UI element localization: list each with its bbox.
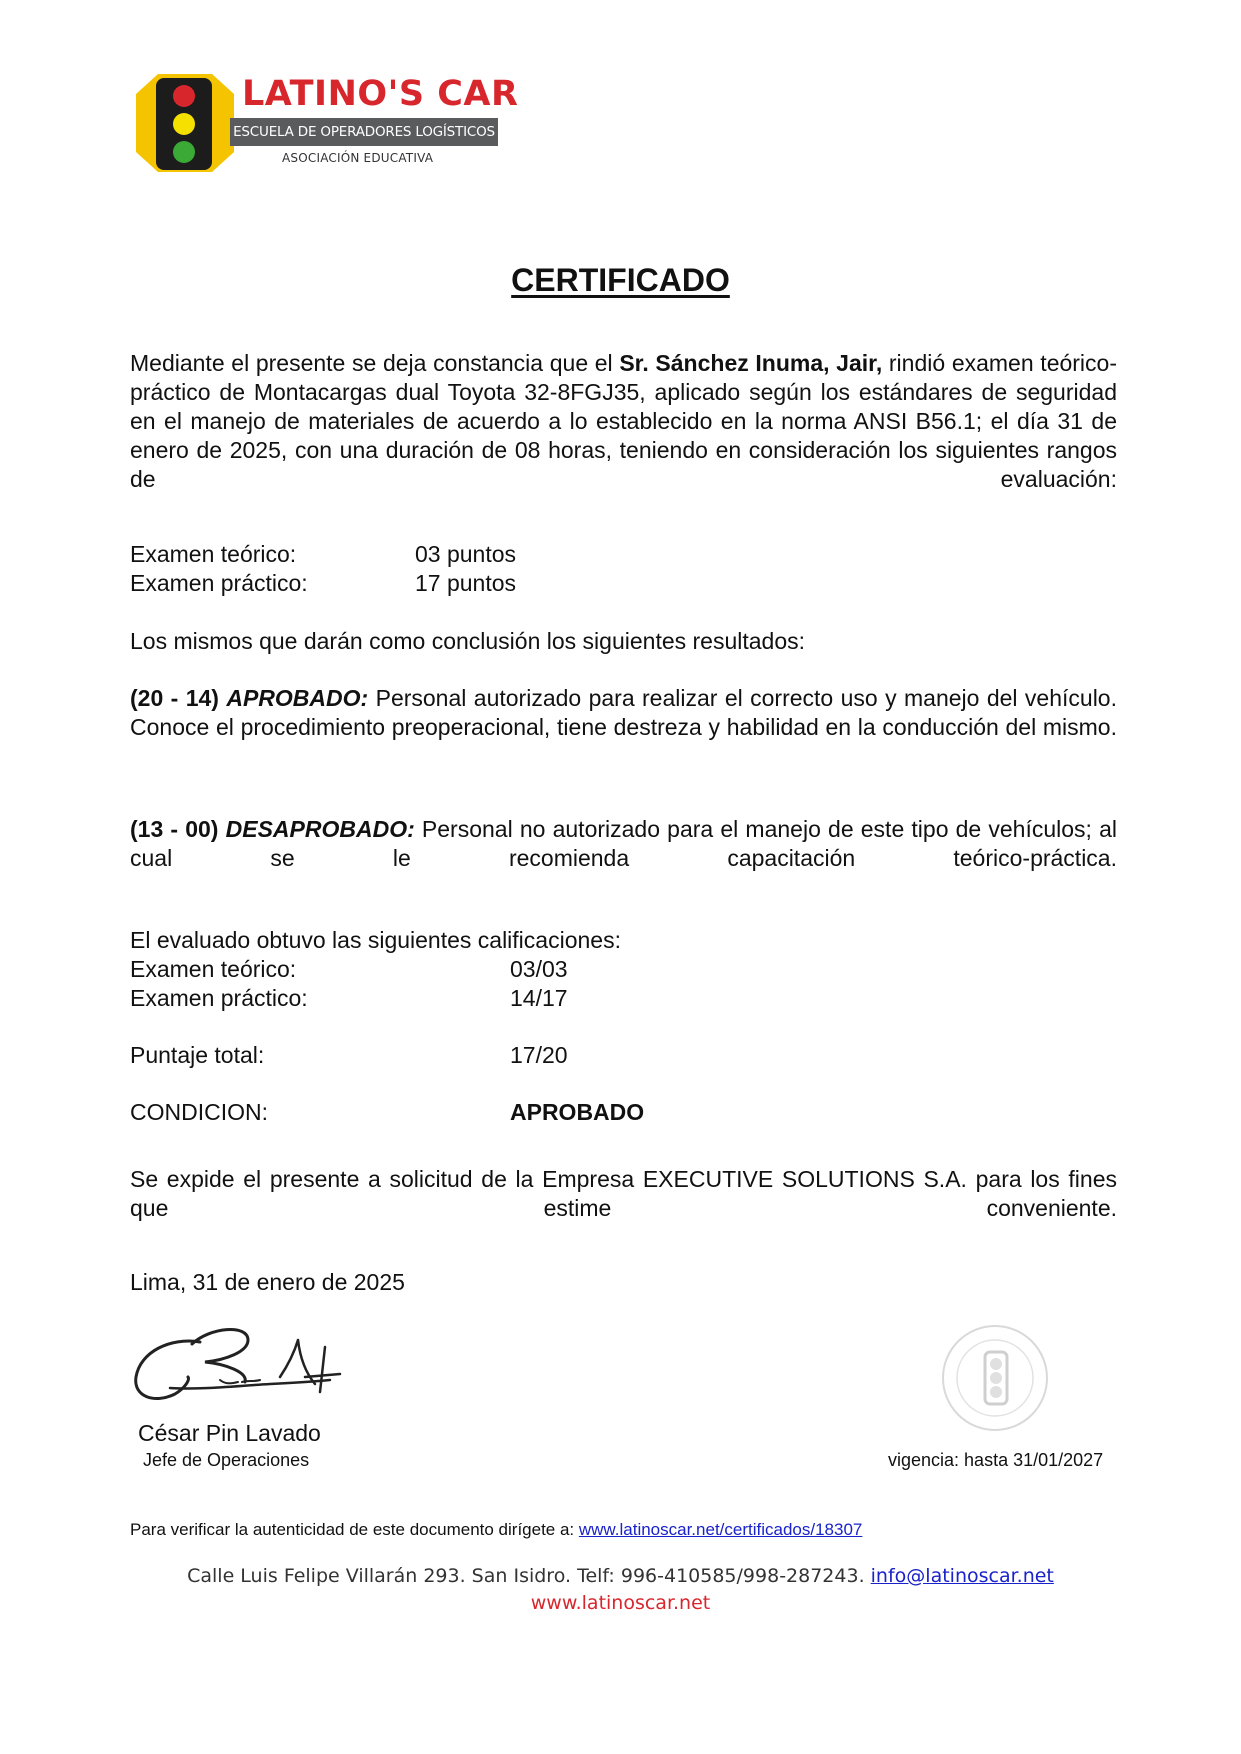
condition-label: CONDICION: — [130, 1099, 268, 1125]
verify-line: Para verificar la autenticidad de este documento dirígete a: www.latinoscar.net/certificados/18307 — [130, 1520, 863, 1539]
range-practice-label: Examen práctico: — [130, 570, 308, 596]
range-theory-label: Examen teórico: — [130, 541, 297, 567]
approved-paragraph: (20 - 14) APROBADO: Personal autorizado para realizar el correcto uso y manejo del vehículo. Conoce el procedimiento preoperacional, tiene destreza y habilidad en la conducción del mismo. — [130, 685, 1117, 740]
conclusion-intro: Los mismos que darán como conclusión los siguientes resultados: — [130, 628, 806, 654]
validity-date: vigencia: hasta 31/01/2027 — [888, 1450, 1104, 1470]
range-theory-value: 03 puntos — [415, 541, 517, 567]
approved-label: APROBADO: — [226, 685, 369, 711]
total-label: Puntaje total: — [130, 1042, 265, 1068]
signatory-name: César Pin Lavado — [138, 1420, 321, 1446]
brand-name: LATINO'S CAR — [242, 74, 519, 114]
grade-practice-value: 14/17 — [510, 985, 568, 1011]
grades-intro: El evaluado obtuvo las siguientes calificaciones: — [130, 927, 621, 953]
range-practice-value: 17 puntos — [415, 570, 517, 596]
failed-label: DESAPROBADO: — [225, 816, 415, 842]
brand-subtitle: ESCUELA DE OPERADORES LOGÍSTICOS — [230, 118, 498, 146]
place-date: Lima, 31 de enero de 2025 — [130, 1269, 405, 1295]
condition-value: APROBADO — [510, 1099, 645, 1125]
institution-seal — [935, 1318, 1055, 1438]
footer-address: Calle Luis Felipe Villarán 293. San Isidro. Telf: 996-410585/998-287243. info@latinoscar.net — [187, 1565, 1054, 1587]
issued-paragraph: Se expide el presente a solicitud de la Empresa EXECUTIVE SOLUTIONS S.A. para los fines que estime conveniente. — [130, 1166, 1117, 1221]
signatory-role: Jefe de Operaciones — [143, 1450, 310, 1470]
failed-paragraph: (13 - 00) DESAPROBADO: Personal no autorizado para el manejo de este tipo de vehículos; al cual se le recomienda capacitación teórico-práctica. — [130, 816, 1118, 871]
signature-image — [130, 1322, 345, 1417]
total-value: 17/20 — [510, 1042, 568, 1068]
student-name: Sr. Sánchez Inuma, Jair, — [619, 350, 883, 376]
grade-practice-label: Examen práctico: — [130, 985, 308, 1011]
document-title: CERTIFICADO — [511, 262, 730, 298]
verify-link[interactable]: www.latinoscar.net/certificados/18307 — [578, 1520, 863, 1539]
footer-website[interactable]: www.latinoscar.net — [530, 1592, 711, 1614]
grade-theory-value: 03/03 — [510, 956, 568, 982]
brand-tagline: ASOCIACIÓN EDUCATIVA — [282, 151, 434, 165]
grade-theory-label: Examen teórico: — [130, 956, 297, 982]
footer-email-link[interactable]: info@latinoscar.net — [870, 1565, 1054, 1587]
intro-paragraph: Mediante el presente se deja constancia que el Sr. Sánchez Inuma, Jair, rindió examen teórico-práctico de Montacargas dual Toyota 32-8FGJ35, aplicado según los estándares de seguridad en el manejo de materiales de acuerdo a lo establecido en la norma ANSI B56.1; el día 31 de enero de 2025, con una duración de 08 horas, teniendo en consideración los siguientes rangos de evaluación: — [130, 350, 1117, 492]
